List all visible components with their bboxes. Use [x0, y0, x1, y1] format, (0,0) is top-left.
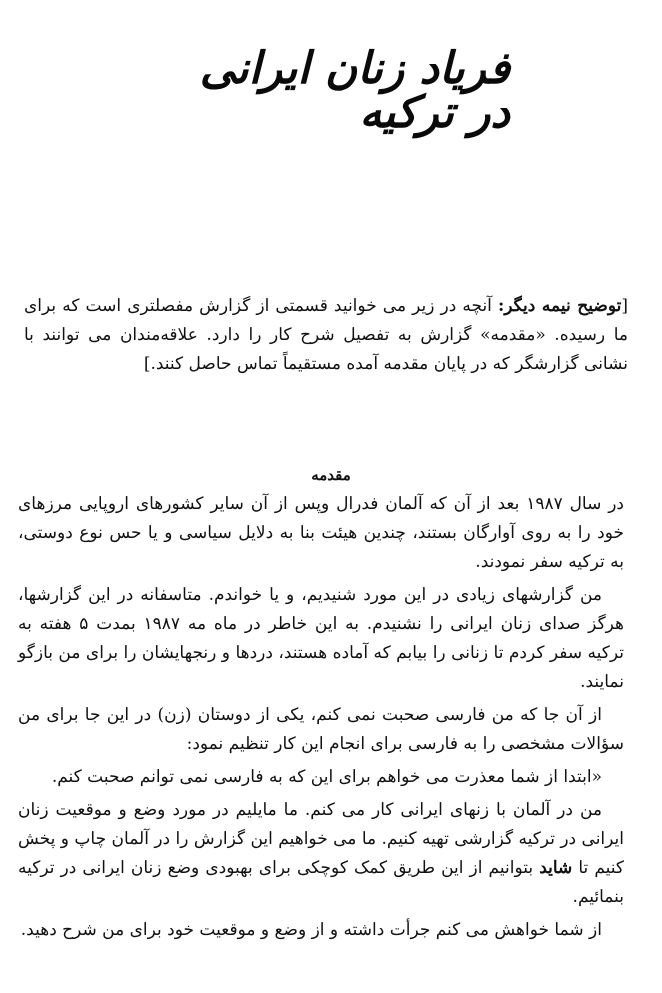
note-lead: توضیح نیمه دیگر: [497, 296, 622, 316]
paragraph-part: بتوانیم از این طریق کمک کوچکی برای بهبودی وضع زنان ایرانی در ترکیه بنمائیم. [18, 858, 624, 907]
paragraph: در سال ۱۹۸۷ بعد از آن که آلمان فدرال وپس از آن سایر کشورهای اروپایی مرزهای خود را به روی آوارگان بستند، چندین هیئت بنا به دلایل سیاسی و یا حس نوع دوستی، به ترکیه سفر نمودند. [18, 494, 624, 572]
emphasis-word: شاید [539, 858, 573, 878]
document-title: فریاد زنان ایرانی در ترکیه [199, 43, 510, 138]
note-close-bracket: ] [143, 354, 151, 374]
section-title: مقدمه [311, 466, 351, 484]
paragraph: «ابتدا از شما معذرت می خواهم برای این که به فارسی نمی توانم صحبت کنم. [51, 767, 602, 787]
note-text: آنچه در زیر می خوانید قسمتی از گزارش مفصلتری است که برای ما رسیده. «مقدمه» گزارش به تفصیل شرح کار را دارد. علاقه‌مندان می توانند با نشانی گزارشگر که در پایان مقدمه آمده مستقیماً تماس حاصل کنند. [24, 296, 628, 374]
paragraph: من گزارشهای زیادی در این مورد شنیدیم، و یا خواندم. متاسفانه در این گزارشها، هرگز صدای زنان ایرانی را نشنیدم. به این خاطر در ماه مه ۱۹۸۷ بمدت ۵ هفته به ترکیه سفر کردم تا زنانی را بیابم که آماده هستند، دردها و رنجهایشان را برای من بازگو نمایند. [18, 585, 625, 692]
body-text [18, 490, 624, 949]
paragraph: از آن جا که من فارسی صحبت نمی کنم، یکی از دوستان (زن) در این جا برای من سؤالات مشخصی را به فارسی برای انجام این کار تنظیم نمود: [18, 705, 624, 754]
paragraph [18, 796, 624, 912]
paragraph: از شما خواهش می کنم جرأت داشته و از وضع و موقعیت خود برای من شرح دهید. [20, 920, 602, 940]
editor-note [24, 292, 628, 379]
paragraph-part: من در آلمان با زنهای ایرانی کار می کنم. ما مایلیم در مورد وضع و موقعیت زنان ایرانی در ترکیه گزارشی تهیه کنیم. ما می خواهیم این گزارش را در آلمان چاپ و پخش کنیم تا [18, 800, 625, 878]
note-open-bracket: [ [621, 296, 628, 316]
